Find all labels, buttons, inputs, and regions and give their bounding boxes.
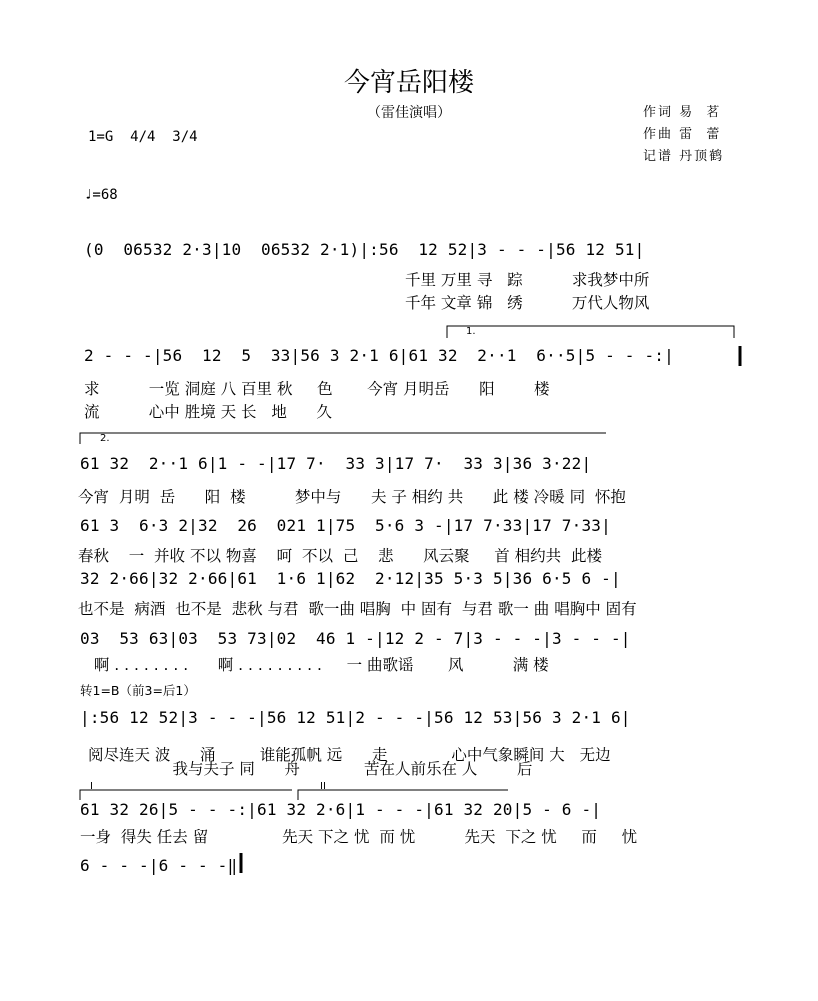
- lyric-line-7a: 阅尽连天 波 涌 谁能孤帆 远 走 心中气象瞬间 大 无边: [88, 746, 611, 764]
- notation-line-1: (0 06532 2·3|10 06532 2·1)|:56 12 52|3 - - -|56 12 51|: [84, 240, 645, 259]
- notation-line-4: 61 3 6·3 2|32 26 021 1|75 5·6 3 -|17 7·33|17 7·33|: [80, 516, 611, 535]
- lyric-line-1b: 千年 文章 锦 绣 万代人物风: [405, 294, 650, 312]
- modulation-marking: 转1=B（前3=后1）: [80, 683, 196, 698]
- lyricist-credit: 作词 易 茗: [643, 105, 722, 120]
- volta-bracket-II: [298, 790, 508, 800]
- lyric-line-4: 春秋 一 并收 不以 物喜 呵 不以 己 悲 风云聚 首 相约共 此楼: [78, 547, 603, 565]
- tempo-marking: ♩=68: [84, 187, 118, 203]
- lyric-line-5: 也不是 病酒 也不是 悲秋 与君 歌一曲 唱胸 中 固有 与君 歌一 曲 唱胸中 固有: [78, 600, 637, 618]
- lyric-line-2a: 求 一览 洞庭 八 百里 秋 色 今宵 月明岳 阳 楼: [84, 380, 550, 398]
- volta-label-2: 2.: [100, 433, 110, 444]
- transcriber-credit: 记谱 丹顶鹤: [643, 149, 725, 164]
- volta-label-1: 1.: [466, 326, 476, 337]
- lyric-line-1a: 千里 万里 寻 踪 求我梦中所: [405, 271, 650, 289]
- notation-line-5: 32 2·66|32 2·66|61 1·6 1|62 2·12|35 5·3 5|36 6·5 6 -|: [80, 569, 621, 588]
- lyric-line-3: 今宵 月明 岳 阳 楼 梦中与 夫 子 相约 共 此 楼 冷暖 同 怀抱: [78, 488, 626, 506]
- page-subtitle: （雷佳演唱）: [367, 105, 451, 121]
- notation-line-6: 03 53 63|03 53 73|02 46 1 -|12 2 - 7|3 - - -|3 - - -|: [80, 629, 631, 648]
- volta-label-II: II: [320, 781, 326, 792]
- composer-credit: 作曲 雷 蕾: [643, 127, 722, 142]
- notation-line-9: 6 - - -|6 - - -‖: [80, 856, 238, 875]
- lyric-line-2b: 流 心中 胜境 天 长 地 久: [84, 403, 332, 421]
- notation-line-8: 61 32 26|5 - - -:|61 32 2·6|1 - - -|61 32 20|5 - 6 -|: [80, 800, 602, 819]
- key-signature: 1=G 4/4 3/4: [88, 129, 198, 145]
- volta-bracket-I: [80, 790, 292, 800]
- lyric-line-6: 啊 . . . . . . . . 啊 . . . . . . . . . 一 曲歌谣 风 满 楼: [84, 656, 549, 674]
- notation-line-3: 61 32 2··1 6|1 - -|17 7· 33 3|17 7· 33 3|36 3·22|: [80, 454, 592, 473]
- notation-line-7: |:56 12 52|3 - - -|56 12 51|2 - - -|56 12 53|56 3 2·1 6|: [80, 708, 631, 727]
- page-title: 今宵岳阳楼: [343, 68, 474, 98]
- lyric-line-7b: 我与夫子 同 舟 苦在人前乐在 人 后: [0, 760, 533, 778]
- volta-label-I: I: [90, 781, 93, 792]
- lyric-line-8: 一身 得失 任去 留 先天 下之 忧 而 忧 先天 下之 忧 而 忧: [80, 828, 638, 846]
- notation-line-2: 2 - - -|56 12 5 33|56 3 2·1 6|61 32 2··1 6··5|5 - - -:|: [84, 346, 674, 365]
- volta-bracket-first: [447, 326, 734, 338]
- volta-bracket-second: [80, 433, 606, 444]
